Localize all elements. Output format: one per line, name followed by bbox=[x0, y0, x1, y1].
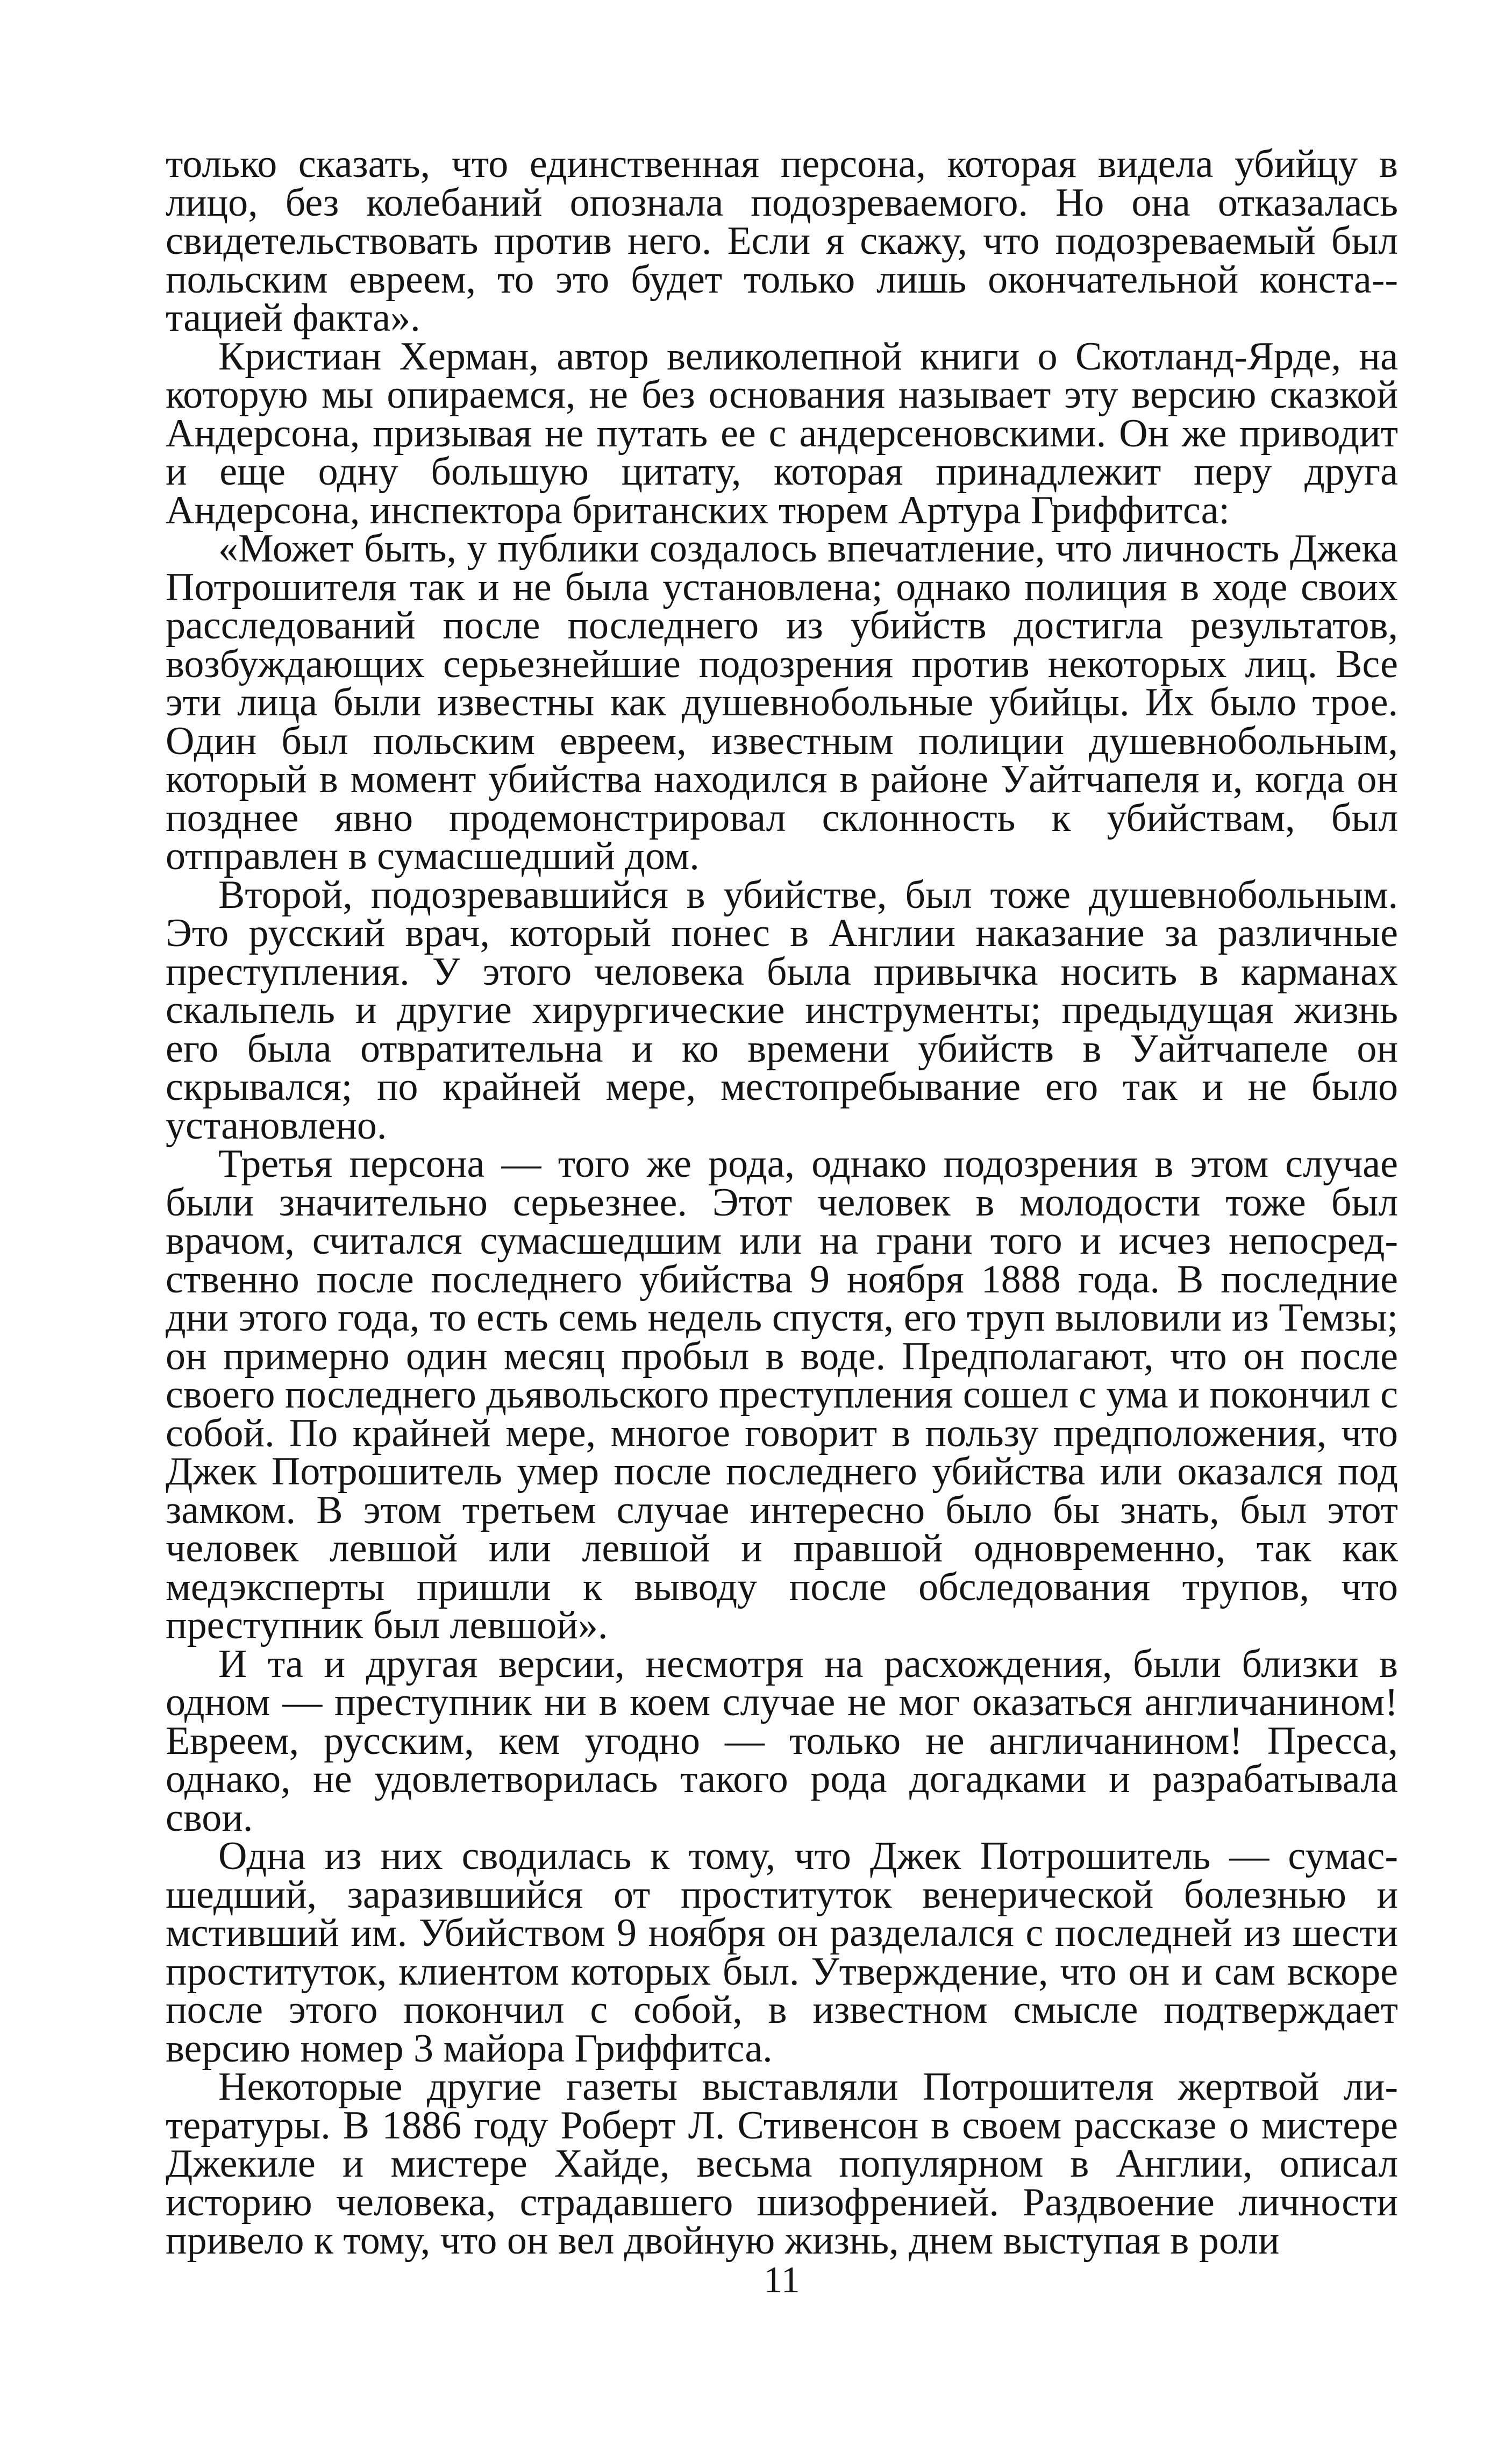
body-text bbox=[166, 142, 1398, 2263]
page-number: 11 bbox=[764, 2259, 800, 2301]
paragraph-5: Третья персона — того же рода, однако подозрения в этом случае были значительно серьезнее. Этот человек в молодости тоже был врачом, считался сумасшедшим или на грани того и исчез непосредственно после последнего убийства 9 ноября 1888 года. В последние дни этого года, то есть семь недель спустя, его труп выловили из Темзы; он примерно один месяц пробыл в воде. Предполагают, что он после своего последнего дьявольского преступления сошел с ума и покончил с собой. По крайней мере, многое говорит в пользу предположения, что Джек Потрошитель умер после последнего убийства или оказался под замком. В этом третьем случае интересно было бы знать, был этот человек левшой или левшой и правшой одновременно, так как медэксперты пришли к выводу после обследования трупов, что преступник был левшой». bbox=[166, 1142, 1398, 1647]
paragraph-1: только сказать, что единственная персона, которая видела убийцу в лицо, без колебаний опознала подозреваемого. Но она отказалась свидетельствовать против него. Если я скажу, что подозреваемый был польским евреем, то это будет только лишь окончательной конста-тацией факта». bbox=[166, 142, 1398, 340]
paragraph-8: Некоторые другие газеты выставляли Потрошителя жертвой литературы. В 1886 году Роберт Л. Стивенсон в своем рассказе о мистере Джекиле и мистере Хайде, весьма популярном в Англии, описал историю человека, страдавшего шизофренией. Раздвоение личности привело к тому, что он вел двойную жизнь, днем выступая в роли bbox=[166, 2065, 1398, 2263]
paragraph-3: «Может быть, у публики создалось впечатление, что личность Джека Потрошителя так и не была установлена; однако полиция в ходе своих расследований после последнего из убийств достигла результатов, возбуждающих серьезнейшие подозрения против некоторых лиц. Все эти лица были известны как душевнобольные убийцы. Их было трое. Один был польским евреем, известным полиции душевнобольным, который в момент убийства находился в районе Уайтчапеля и, когда он позднее явно продемонстрировал склонность к убийствам, был отправлен в сумасшедший дом. bbox=[166, 527, 1398, 878]
paragraph-7: Одна из них сводилась к тому, что Джек Потрошитель — сумасшедший, заразившийся от проституток венерической болезнью и мстивший им. Убийством 9 ноября он разделался с последней из шести проституток, клиентом которых был. Утверждение, что он и сам вскоре после этого покончил с собой, в известном смысле подтверждает версию номер 3 майора Гриффитса. bbox=[166, 1834, 1398, 2071]
paragraph-2: Кристиан Херман, автор великолепной книги о Скотланд-Ярде, на которую мы опираемся, не без основания называет эту версию сказкой Андерсона, призывая не путать ее с андерсеновскими. Он же приводит и еще одну большую цитату, которая принадлежит перу друга Андерсона, инспектора британских тюрем Артура Гриффитса: bbox=[166, 334, 1398, 532]
paragraph-6: И та и другая версии, несмотря на расхождения, были близки в одном — преступник ни в коем случае не мог оказаться англичанином! Евреем, русским, кем угодно — только не англичанином! Пресса, однако, не удовлетворилась такого рода догадками и разрабатывала свои. bbox=[166, 1641, 1398, 1840]
book-page bbox=[166, 142, 1398, 2415]
paragraph-4: Второй, подозревавшийся в убийстве, был тоже душевнобольным. Это русский врач, который понес в Англии наказание за различные преступления. У этого человека была привычка носить в карманах скальпель и другие хирургические инструменты; предыдущая жизнь его была отвратительна и ко времени убийств в Уайтчапеле он скрывался; по крайней мере, местопребывание его так и не было установлено. bbox=[166, 872, 1398, 1148]
